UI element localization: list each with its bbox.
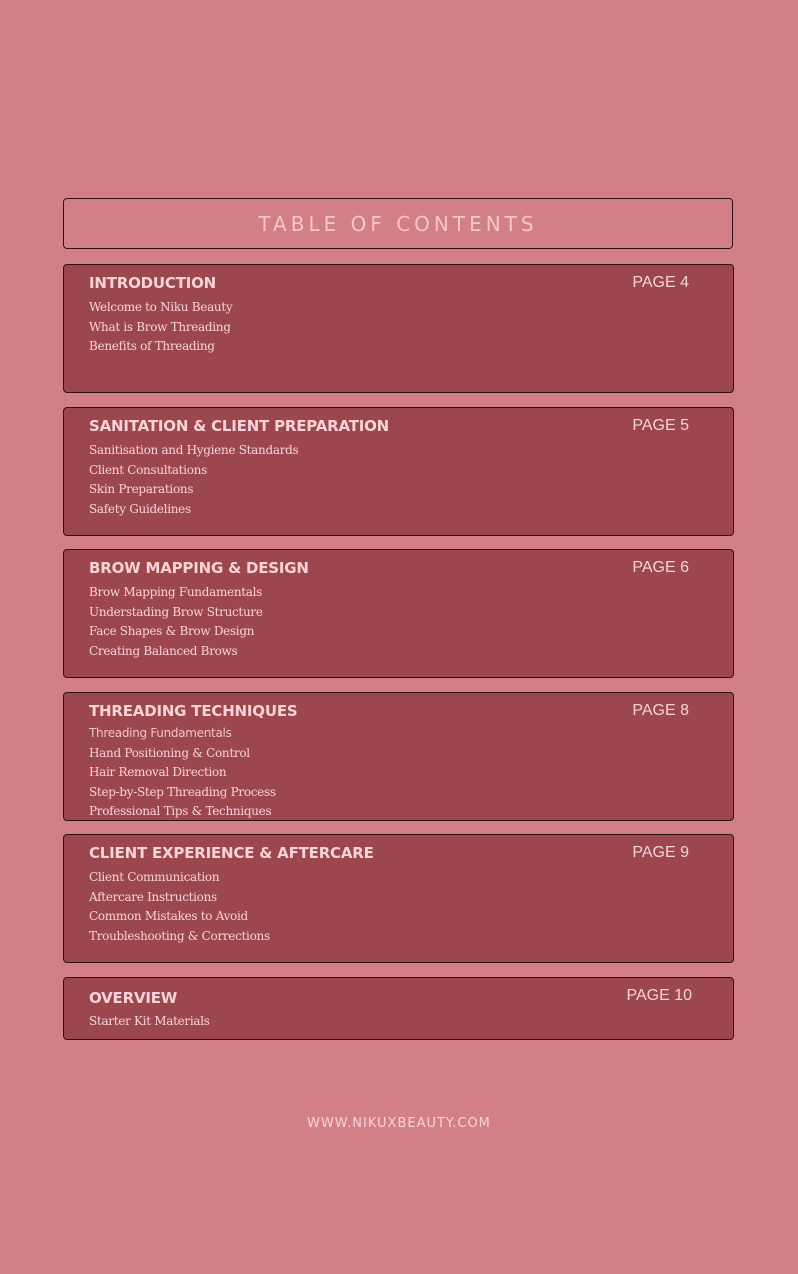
section-title: OVERVIEW <box>89 989 178 1007</box>
toc-section-sanitation[interactable] <box>63 407 734 536</box>
list-item: Professional Tips & Techniques <box>89 804 272 818</box>
section-page-number: PAGE 6 <box>632 559 689 576</box>
list-item: Step-by-Step Threading Process <box>89 784 276 799</box>
section-title: INTRODUCTION <box>89 274 217 292</box>
list-item: Skin Preparations <box>89 482 194 496</box>
section-items <box>89 441 298 519</box>
list-item: Face Shapes & Brow Design <box>89 624 255 638</box>
list-item: Troubleshooting & Corrections <box>89 928 270 943</box>
list-item: Hair Removal Direction <box>89 765 227 779</box>
list-item: Common Mistakes to Avoid <box>89 909 248 923</box>
section-items <box>89 583 263 661</box>
list-item: Aftercare Instructions <box>89 889 217 904</box>
section-title: THREADING TECHNIQUES <box>89 702 298 720</box>
list-item: Sanitisation and Hygiene Standards <box>89 443 299 457</box>
section-items <box>89 724 276 822</box>
section-page-number: PAGE 9 <box>632 844 689 861</box>
toc-section-brow-mapping[interactable] <box>63 549 734 678</box>
list-item: Client Communication <box>89 870 220 884</box>
section-items <box>89 868 270 946</box>
toc-section-client-experience[interactable] <box>63 834 734 963</box>
section-title: BROW MAPPING & DESIGN <box>89 559 309 577</box>
section-items <box>89 1012 210 1032</box>
section-page-number: PAGE 10 <box>626 987 692 1004</box>
list-item: Benefits of Threading <box>89 339 215 353</box>
section-title: CLIENT EXPERIENCE & AFTERCARE <box>89 844 374 862</box>
toc-header <box>63 198 733 249</box>
list-item: What is Brow Threading <box>89 319 231 334</box>
list-item: Hand Positioning & Control <box>89 745 250 760</box>
section-title: SANITATION & CLIENT PREPARATION <box>89 417 390 435</box>
toc-section-threading-techniques[interactable] <box>63 692 734 821</box>
section-page-number: PAGE 4 <box>632 274 689 291</box>
list-item: Understading Brow Structure <box>89 604 263 619</box>
website-link[interactable]: WWW.NIKUXBEAUTY.COM <box>307 1116 491 1131</box>
list-item: Starter Kit Materials <box>89 1014 210 1028</box>
section-items <box>89 298 232 357</box>
section-page-number: PAGE 5 <box>632 417 689 434</box>
list-item: Creating Balanced Brows <box>89 643 238 658</box>
list-item: Threading Fundamentals <box>89 726 232 740</box>
toc-section-overview[interactable] <box>63 977 734 1040</box>
page-title: TABLE OF CONTENTS <box>258 211 538 236</box>
list-item: Client Consultations <box>89 462 207 477</box>
section-page-number: PAGE 8 <box>632 702 689 719</box>
list-item: Welcome to Niku Beauty <box>89 300 233 314</box>
list-item: Safety Guidelines <box>89 501 191 516</box>
toc-section-introduction[interactable] <box>63 264 734 393</box>
list-item: Brow Mapping Fundamentals <box>89 585 263 599</box>
